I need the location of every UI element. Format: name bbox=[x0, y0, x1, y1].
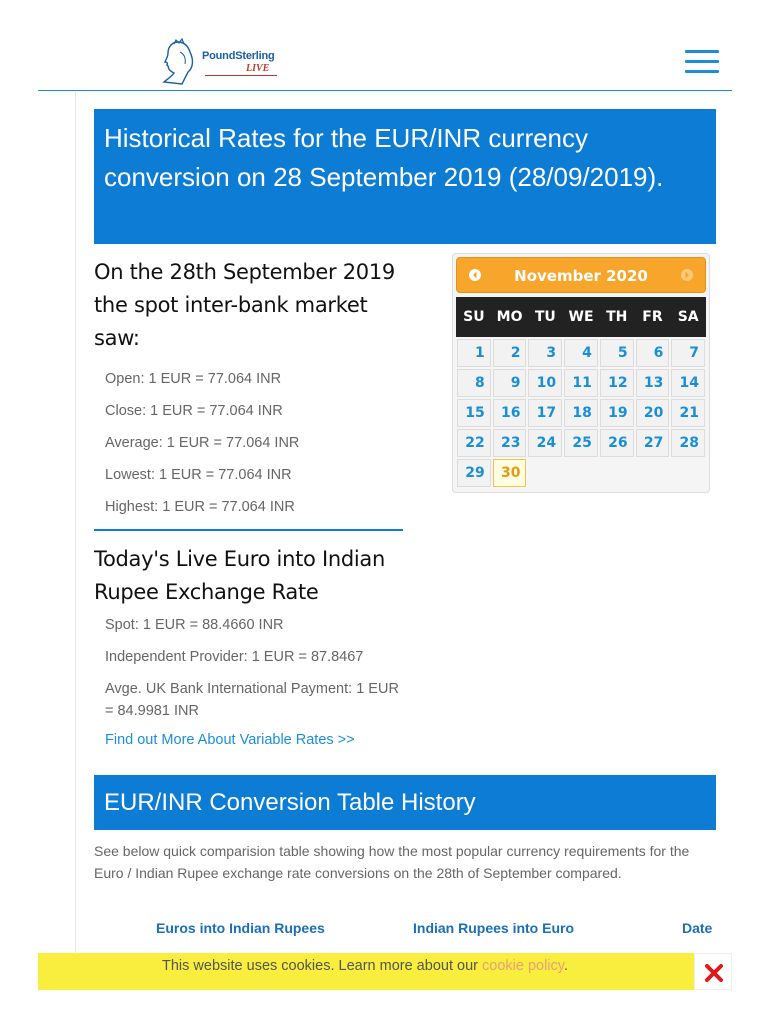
queen-silhouette-icon bbox=[160, 38, 200, 88]
calendar-day[interactable]: 1 bbox=[457, 339, 491, 367]
cookie-message bbox=[38, 953, 692, 979]
calendar-day[interactable]: 8 bbox=[457, 369, 491, 397]
weekday-label: MO bbox=[496, 309, 523, 325]
calendar-day[interactable]: 20 bbox=[636, 399, 670, 427]
calendar-day[interactable]: 4 bbox=[564, 339, 598, 367]
calendar-month-label: November 2020 bbox=[514, 267, 648, 285]
calendar-week-row bbox=[456, 429, 706, 459]
column-header-inr-eur[interactable]: Indian Rupees into Euro bbox=[413, 920, 575, 936]
content-divider bbox=[75, 92, 76, 962]
page-title: Historical Rates for the EUR/INR currency conversion on 28 September 2019 (28/09/2019). bbox=[104, 123, 664, 192]
cookie-banner bbox=[38, 953, 732, 990]
section-divider bbox=[94, 529, 403, 531]
conversion-heading: EUR/INR Conversion Table History bbox=[104, 789, 476, 816]
logo-underline bbox=[205, 75, 277, 76]
rate-open: Open: 1 EUR = 77.064 INR bbox=[105, 371, 282, 387]
page-title-box bbox=[94, 109, 716, 244]
calendar-day[interactable]: 6 bbox=[636, 339, 670, 367]
calendar-day[interactable]: 5 bbox=[600, 339, 634, 367]
calendar-day[interactable]: 10 bbox=[528, 369, 562, 397]
live-rate-list bbox=[94, 614, 404, 722]
conversion-table-header bbox=[94, 920, 724, 942]
calendar-empty-cell bbox=[564, 459, 598, 487]
calendar-day[interactable]: 17 bbox=[528, 399, 562, 427]
calendar-day[interactable]: 12 bbox=[600, 369, 634, 397]
calendar-day[interactable]: 7 bbox=[671, 339, 705, 367]
live-bank-rate: Avge. UK Bank International Payment: 1 EUR = 84.9981 INR bbox=[105, 681, 399, 719]
market-heading: On the 28th September 2019 the spot inter-bank market saw: bbox=[94, 260, 395, 350]
cookie-text: This website uses cookies. Learn more about our bbox=[162, 958, 482, 974]
rate-highest: Highest: 1 EUR = 77.064 INR bbox=[105, 499, 295, 515]
conversion-description: See below quick comparision table showing how the most popular currency requirements for the Euro / Indian Rupee exchange rate conversions on the 28th of September compared. bbox=[94, 843, 690, 881]
live-spot-rate: Spot: 1 EUR = 88.4660 INR bbox=[105, 617, 284, 633]
close-icon[interactable] bbox=[694, 953, 732, 990]
calendar-day[interactable]: 2 bbox=[493, 339, 527, 367]
calendar-day[interactable]: 28 bbox=[671, 429, 705, 457]
logo-subtext: LIVE bbox=[246, 63, 270, 74]
calendar-weekday-row bbox=[456, 297, 706, 337]
conversion-heading-box bbox=[94, 775, 716, 830]
calendar-grid bbox=[456, 297, 706, 489]
calendar-day[interactable]: 16 bbox=[493, 399, 527, 427]
calendar-day-today[interactable]: 30 bbox=[493, 459, 527, 487]
calendar-day[interactable]: 11 bbox=[564, 369, 598, 397]
rate-average: Average: 1 EUR = 77.064 INR bbox=[105, 435, 300, 451]
calendar-empty-cell bbox=[600, 459, 634, 487]
column-header-date[interactable]: Date bbox=[682, 920, 713, 936]
date-picker-calendar bbox=[452, 253, 710, 493]
rate-close: Close: 1 EUR = 77.064 INR bbox=[105, 403, 283, 419]
weekday-label: TH bbox=[606, 309, 628, 325]
calendar-week-row bbox=[456, 369, 706, 399]
weekday-label: TU bbox=[534, 309, 556, 325]
calendar-day[interactable]: 26 bbox=[600, 429, 634, 457]
calendar-empty-cell bbox=[636, 459, 670, 487]
rates-column bbox=[94, 256, 404, 748]
calendar-day[interactable]: 18 bbox=[564, 399, 598, 427]
column-header-eur-inr[interactable]: Euros into Indian Rupees bbox=[156, 920, 325, 936]
calendar-day[interactable]: 22 bbox=[457, 429, 491, 457]
calendar-day[interactable]: 23 bbox=[493, 429, 527, 457]
historical-rate-list bbox=[94, 363, 404, 523]
weekday-label: SA bbox=[677, 309, 699, 325]
site-logo[interactable] bbox=[160, 38, 290, 88]
live-provider-rate: Independent Provider: 1 EUR = 87.8467 bbox=[105, 649, 364, 665]
weekday-label: FR bbox=[642, 309, 663, 325]
calendar-day[interactable]: 9 bbox=[493, 369, 527, 397]
calendar-empty-cell bbox=[528, 459, 562, 487]
next-arrow-icon[interactable] bbox=[679, 267, 695, 283]
variable-rates-link[interactable]: Find out More About Variable Rates >> bbox=[105, 732, 355, 748]
calendar-header bbox=[456, 257, 706, 293]
calendar-week-row bbox=[456, 339, 706, 369]
logo-text: PoundSterling bbox=[202, 50, 275, 62]
rate-lowest: Lowest: 1 EUR = 77.064 INR bbox=[105, 467, 292, 483]
calendar-day[interactable]: 3 bbox=[528, 339, 562, 367]
weekday-label: SU bbox=[463, 309, 485, 325]
calendar-week-row bbox=[456, 459, 706, 489]
cookie-policy-link[interactable]: cookie policy bbox=[482, 958, 564, 974]
calendar-days bbox=[456, 337, 706, 489]
calendar-day[interactable]: 21 bbox=[671, 399, 705, 427]
calendar-day[interactable]: 14 bbox=[671, 369, 705, 397]
weekday-label: WE bbox=[568, 309, 594, 325]
calendar-day[interactable]: 27 bbox=[636, 429, 670, 457]
calendar-day[interactable]: 25 bbox=[564, 429, 598, 457]
site-header bbox=[38, 0, 732, 91]
calendar-day[interactable]: 15 bbox=[457, 399, 491, 427]
cookie-suffix: . bbox=[563, 958, 568, 974]
calendar-day[interactable]: 19 bbox=[600, 399, 634, 427]
calendar-day[interactable]: 24 bbox=[528, 429, 562, 457]
hamburger-menu-icon[interactable] bbox=[685, 50, 719, 76]
calendar-empty-cell bbox=[671, 459, 705, 487]
calendar-day[interactable]: 29 bbox=[457, 459, 491, 487]
live-rate-heading: Today's Live Euro into Indian Rupee Exchange Rate bbox=[94, 547, 386, 604]
calendar-day[interactable]: 13 bbox=[636, 369, 670, 397]
calendar-week-row bbox=[456, 399, 706, 429]
